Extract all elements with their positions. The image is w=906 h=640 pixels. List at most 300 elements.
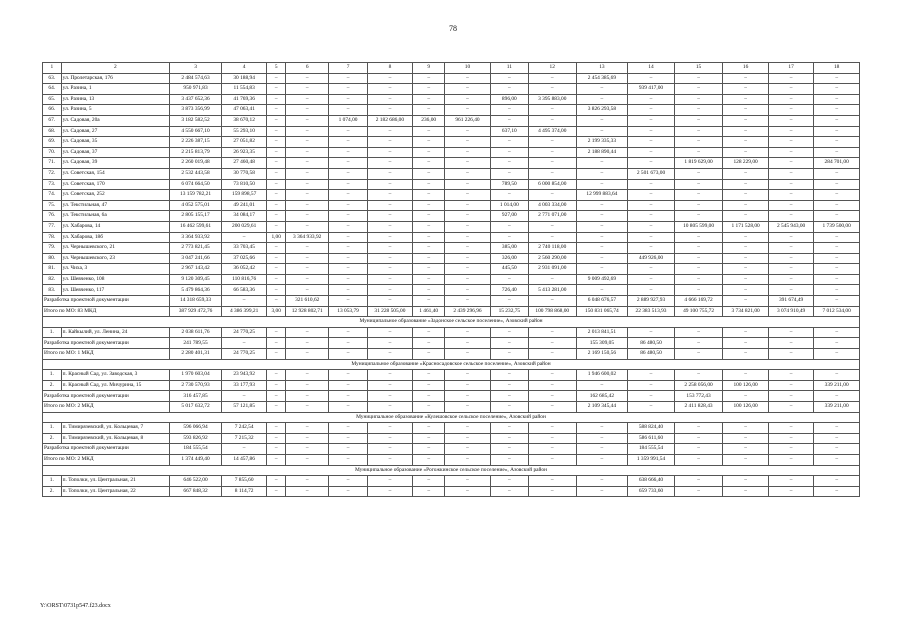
summary-row	[43, 338, 860, 349]
section-heading: Муниципальное образование «Задонское сельское поселение», Азовский район	[43, 317, 860, 328]
row-number: 1.	[43, 327, 62, 338]
table-cell: –	[413, 454, 445, 465]
column-header: 1	[43, 63, 62, 74]
row-number: 79.	[43, 243, 62, 254]
table-cell: –	[413, 349, 445, 360]
table-cell: –	[267, 327, 286, 338]
column-header: 4	[221, 63, 267, 74]
table-cell: –	[674, 444, 723, 455]
table-cell: –	[768, 243, 814, 254]
table-cell: –	[367, 243, 413, 254]
table-row	[43, 73, 860, 84]
row-number: 71.	[43, 158, 62, 169]
table-cell: 2 038 611,76	[170, 327, 222, 338]
table-cell: –	[329, 296, 367, 307]
table-cell: 22 383 513,93	[628, 306, 675, 317]
table-cell: 339 211,00	[814, 380, 860, 391]
table-cell: –	[814, 168, 860, 179]
table-cell: 3 826 293,58	[576, 105, 628, 116]
table-cell: –	[628, 115, 675, 126]
table-cell: –	[413, 402, 445, 413]
row-number: 2.	[43, 380, 62, 391]
table-cell: –	[413, 84, 445, 95]
file-path-footer: Y:\ORST\0731p547.f23.docx	[40, 603, 111, 609]
table-cell: –	[814, 454, 860, 465]
table-cell: –	[628, 327, 675, 338]
table-cell: 2 188 890,44	[576, 147, 628, 158]
table-row	[43, 264, 860, 275]
table-cell: –	[367, 190, 413, 201]
table-cell: –	[674, 253, 723, 264]
table-cell: –	[267, 476, 286, 487]
table-cell: 2 280 401,31	[170, 349, 222, 360]
table-cell: –	[267, 338, 286, 349]
address-cell: ул. Садовая, 35	[61, 137, 170, 148]
address-cell: ул. Садовая, 27	[61, 126, 170, 137]
table-cell: 24 770,25	[221, 349, 267, 360]
table-cell: –	[576, 221, 628, 232]
table-cell: –	[814, 200, 860, 211]
table-cell: –	[528, 476, 576, 487]
table-cell: –	[286, 168, 329, 179]
summary-row	[43, 349, 860, 360]
table-cell: 2 560 290,00	[528, 253, 576, 264]
table-cell: 637,10	[490, 126, 528, 137]
table-cell: –	[329, 190, 367, 201]
table-cell: 284 701,00	[814, 158, 860, 169]
row-number: 1.	[43, 423, 62, 434]
table-cell: –	[723, 274, 769, 285]
table-row	[43, 380, 860, 391]
table-cell: 55 293,10	[221, 126, 267, 137]
table-cell: 667 848,32	[170, 486, 222, 497]
table-cell: –	[445, 370, 491, 381]
table-row	[43, 285, 860, 296]
table-cell: –	[576, 168, 628, 179]
table-cell: –	[490, 402, 528, 413]
table-cell: –	[267, 200, 286, 211]
table-cell: –	[445, 454, 491, 465]
row-number: 73.	[43, 179, 62, 190]
table-cell: 638 666,40	[628, 476, 675, 487]
address-cell: ул. Разина, 1	[61, 84, 170, 95]
table-cell: –	[490, 168, 528, 179]
table-cell: –	[445, 94, 491, 105]
table-cell: –	[413, 296, 445, 307]
table-cell: –	[768, 137, 814, 148]
data-table-wrapper	[42, 62, 860, 497]
row-number: 70.	[43, 147, 62, 158]
table-cell: –	[445, 391, 491, 402]
table-cell: –	[814, 115, 860, 126]
row-number: 68.	[43, 126, 62, 137]
table-cell: –	[286, 402, 329, 413]
table-cell: 184 555,54	[628, 444, 675, 455]
table-cell: 586 611,60	[628, 433, 675, 444]
table-cell: 2 730 570,93	[170, 380, 222, 391]
table-cell: 66 583,36	[221, 285, 267, 296]
address-cell: ул. Шевченко, 117	[61, 285, 170, 296]
table-cell: 30 770,58	[221, 168, 267, 179]
table-cell: 2 740 118,00	[528, 243, 576, 254]
table-cell: –	[445, 349, 491, 360]
table-cell: –	[329, 454, 367, 465]
table-cell: –	[814, 296, 860, 307]
table-cell: –	[286, 158, 329, 169]
table-cell: –	[768, 84, 814, 95]
table-cell: –	[768, 264, 814, 275]
table-cell: –	[528, 349, 576, 360]
table-cell: –	[723, 126, 769, 137]
table-cell: –	[628, 370, 675, 381]
table-row	[43, 433, 860, 444]
table-cell: 36 052,42	[221, 264, 267, 275]
table-cell: –	[413, 94, 445, 105]
table-cell: –	[286, 211, 329, 222]
table-cell: –	[490, 444, 528, 455]
table-cell: –	[528, 454, 576, 465]
table-cell: –	[674, 285, 723, 296]
table-cell: 14 457,86	[221, 454, 267, 465]
table-cell: –	[814, 391, 860, 402]
table-cell: –	[814, 94, 860, 105]
table-cell: 445,50	[490, 264, 528, 275]
table-cell: –	[490, 221, 528, 232]
table-cell: –	[628, 391, 675, 402]
page-number: 78	[449, 24, 457, 33]
address-cell: п. Красный Сад, ул. Мичурина, 15	[61, 380, 170, 391]
table-cell: 10 805 599,00	[674, 221, 723, 232]
table-cell: –	[267, 126, 286, 137]
table-cell: –	[367, 338, 413, 349]
table-cell: –	[768, 190, 814, 201]
table-cell: –	[528, 168, 576, 179]
table-row	[43, 179, 860, 190]
table-cell: –	[329, 84, 367, 95]
table-cell: –	[768, 168, 814, 179]
table-row	[43, 243, 860, 254]
table-cell: –	[674, 168, 723, 179]
table-cell: –	[413, 253, 445, 264]
table-cell: –	[329, 126, 367, 137]
summary-label: Итого по МО: 2 МКД	[43, 402, 170, 413]
table-cell: –	[445, 232, 491, 243]
address-cell: ул. Шевченко, 108	[61, 274, 170, 285]
row-number: 69.	[43, 137, 62, 148]
data-table	[42, 62, 860, 497]
row-number: 75.	[43, 200, 62, 211]
table-cell: –	[490, 370, 528, 381]
column-header: 7	[329, 63, 367, 74]
table-row	[43, 158, 860, 169]
table-cell: –	[329, 94, 367, 105]
table-cell: –	[445, 444, 491, 455]
table-cell: –	[221, 296, 267, 307]
table-cell: –	[286, 221, 329, 232]
summary-label: Итого по МО: 1 МКД	[43, 349, 170, 360]
table-cell: 47 063,41	[221, 105, 267, 116]
table-cell: –	[528, 391, 576, 402]
table-cell: 162 685,42	[576, 391, 628, 402]
table-cell: –	[628, 211, 675, 222]
table-cell: 2 411 828,43	[674, 402, 723, 413]
table-cell: –	[768, 338, 814, 349]
table-cell: –	[286, 423, 329, 434]
table-cell: –	[628, 73, 675, 84]
table-cell: –	[329, 444, 367, 455]
column-header: 8	[367, 63, 413, 74]
table-cell: –	[445, 211, 491, 222]
table-cell: 14 318 659,33	[170, 296, 222, 307]
table-cell: –	[329, 137, 367, 148]
table-cell: –	[267, 380, 286, 391]
table-cell: –	[445, 179, 491, 190]
table-cell: –	[528, 370, 576, 381]
address-cell: п. Кайкылий, ул. Ленина, 24	[61, 327, 170, 338]
table-cell: 6 000 854,00	[528, 179, 576, 190]
table-cell: –	[674, 486, 723, 497]
table-row	[43, 274, 860, 285]
address-cell: ул. Советская, 154	[61, 168, 170, 179]
table-cell: –	[768, 423, 814, 434]
table-header-row	[43, 63, 860, 74]
row-number: 77.	[43, 221, 62, 232]
row-number: 67.	[43, 115, 62, 126]
summary-label: Разработка проектной документации	[43, 391, 170, 402]
table-cell: –	[576, 285, 628, 296]
table-cell: 15 232,75	[490, 306, 528, 317]
table-cell: –	[329, 380, 367, 391]
table-cell: –	[413, 147, 445, 158]
table-cell: –	[221, 444, 267, 455]
table-cell: –	[221, 338, 267, 349]
table-cell: –	[267, 73, 286, 84]
table-cell: –	[445, 126, 491, 137]
address-cell: ул. Советская, 170	[61, 179, 170, 190]
table-cell: –	[723, 253, 769, 264]
table-cell: –	[367, 168, 413, 179]
table-cell: –	[628, 137, 675, 148]
table-cell: –	[528, 232, 576, 243]
table-cell: –	[490, 486, 528, 497]
table-cell: –	[367, 158, 413, 169]
row-number: 1.	[43, 370, 62, 381]
table-cell: –	[490, 274, 528, 285]
table-cell: –	[221, 391, 267, 402]
table-cell: 4 666 169,72	[674, 296, 723, 307]
table-cell: 241 789,55	[170, 338, 222, 349]
table-cell: 1 359 991,54	[628, 454, 675, 465]
table-cell: –	[490, 433, 528, 444]
table-cell: –	[768, 115, 814, 126]
table-cell: –	[814, 327, 860, 338]
table-cell: –	[628, 126, 675, 137]
table-cell: –	[329, 391, 367, 402]
table-cell: 1 171 528,00	[723, 221, 769, 232]
table-cell: –	[367, 147, 413, 158]
table-row	[43, 486, 860, 497]
table-cell: –	[445, 253, 491, 264]
table-cell: –	[576, 243, 628, 254]
table-cell: –	[267, 158, 286, 169]
address-cell: ул. Текстильная, 47	[61, 200, 170, 211]
table-cell: –	[674, 94, 723, 105]
table-cell: –	[367, 370, 413, 381]
table-cell: –	[768, 274, 814, 285]
table-cell: –	[674, 200, 723, 211]
address-cell: ул. Разина, 5	[61, 105, 170, 116]
table-cell: 33 177,93	[221, 380, 267, 391]
table-cell: –	[413, 444, 445, 455]
table-cell: –	[267, 433, 286, 444]
table-cell: 1 014,00	[490, 200, 528, 211]
table-cell: –	[329, 433, 367, 444]
table-cell: –	[267, 84, 286, 95]
table-cell: –	[286, 264, 329, 275]
table-row	[43, 423, 860, 434]
table-body	[43, 63, 860, 497]
table-cell: –	[674, 370, 723, 381]
table-cell: –	[413, 338, 445, 349]
table-row	[43, 147, 860, 158]
table-cell: –	[367, 94, 413, 105]
table-cell: –	[286, 391, 329, 402]
table-cell: –	[490, 296, 528, 307]
table-cell: –	[768, 232, 814, 243]
table-cell: –	[329, 264, 367, 275]
table-cell: –	[723, 486, 769, 497]
table-cell: –	[445, 380, 491, 391]
table-cell: 34 084,17	[221, 211, 267, 222]
table-cell: –	[413, 380, 445, 391]
table-cell: –	[267, 253, 286, 264]
table-cell: 1 461,40	[413, 306, 445, 317]
table-cell: –	[490, 338, 528, 349]
table-cell: 449 926,00	[628, 253, 675, 264]
section-heading: Муниципальное образование «Рогожкинское сельское поселение», Азовский район	[43, 465, 860, 476]
table-cell: 3 873 356,99	[170, 105, 222, 116]
table-cell: –	[528, 190, 576, 201]
table-cell: 391 674,49	[768, 296, 814, 307]
table-cell: –	[768, 253, 814, 264]
table-cell: 2 454 385,69	[576, 73, 628, 84]
table-cell: –	[367, 126, 413, 137]
table-cell: –	[768, 380, 814, 391]
table-cell: –	[814, 423, 860, 434]
table-cell: –	[528, 274, 576, 285]
table-cell: 4 052 575,01	[170, 200, 222, 211]
table-cell: 321 610,62	[286, 296, 329, 307]
table-cell: 4 550 667,10	[170, 126, 222, 137]
table-row	[43, 126, 860, 137]
table-cell: –	[286, 73, 329, 84]
table-cell: –	[286, 126, 329, 137]
table-cell: –	[490, 73, 528, 84]
table-cell: –	[723, 211, 769, 222]
table-cell: –	[814, 338, 860, 349]
table-cell: –	[329, 327, 367, 338]
table-cell: –	[267, 105, 286, 116]
table-cell: –	[768, 147, 814, 158]
table-cell: –	[445, 137, 491, 148]
table-cell: 2 532 443,58	[170, 168, 222, 179]
table-cell: –	[413, 486, 445, 497]
table-cell: –	[367, 137, 413, 148]
table-cell: 659 733,60	[628, 486, 675, 497]
table-cell: 100 126,00	[723, 380, 769, 391]
table-cell: –	[814, 444, 860, 455]
table-cell: –	[445, 84, 491, 95]
table-cell: –	[814, 486, 860, 497]
table-cell: –	[445, 168, 491, 179]
table-cell: –	[490, 349, 528, 360]
table-cell: –	[723, 391, 769, 402]
table-cell: –	[528, 73, 576, 84]
table-cell: 23 943,92	[221, 370, 267, 381]
table-cell: 7 215,32	[221, 433, 267, 444]
table-cell: –	[367, 274, 413, 285]
table-cell: –	[674, 423, 723, 434]
table-cell: 13 053,79	[329, 306, 367, 317]
row-number: 72.	[43, 168, 62, 179]
table-cell: –	[814, 84, 860, 95]
table-cell: –	[814, 370, 860, 381]
table-cell: 5 479 864,36	[170, 285, 222, 296]
table-cell: 100 126,00	[723, 402, 769, 413]
table-cell: –	[445, 105, 491, 116]
table-cell: –	[814, 349, 860, 360]
table-cell: –	[413, 232, 445, 243]
table-cell: –	[723, 73, 769, 84]
column-header: 2	[61, 63, 170, 74]
table-cell: –	[528, 433, 576, 444]
table-cell: 86 480,50	[628, 349, 675, 360]
table-cell: –	[445, 423, 491, 434]
table-cell: –	[367, 296, 413, 307]
table-row	[43, 211, 860, 222]
table-cell: 2 215 813,79	[170, 147, 222, 158]
table-cell: –	[267, 211, 286, 222]
table-cell: –	[723, 84, 769, 95]
table-cell: –	[329, 243, 367, 254]
table-cell: –	[768, 391, 814, 402]
table-cell: 4 495 374,00	[528, 126, 576, 137]
table-cell: –	[814, 73, 860, 84]
table-cell: –	[768, 402, 814, 413]
address-cell: ул. Садовая, 39	[61, 158, 170, 169]
row-number: 66.	[43, 105, 62, 116]
table-cell: –	[413, 391, 445, 402]
table-cell: –	[674, 338, 723, 349]
table-cell: 86 480,50	[628, 338, 675, 349]
table-cell: –	[413, 211, 445, 222]
table-cell: –	[528, 221, 576, 232]
table-cell: 236,00	[413, 115, 445, 126]
table-cell: –	[445, 402, 491, 413]
address-cell: ул. Хабарова, 18б	[61, 232, 170, 243]
table-cell: –	[674, 126, 723, 137]
table-cell: –	[768, 486, 814, 497]
section-heading-row	[43, 465, 860, 476]
summary-row	[43, 296, 860, 307]
table-cell: –	[628, 264, 675, 275]
table-cell: 73 810,50	[221, 179, 267, 190]
table-cell: –	[674, 84, 723, 95]
section-heading-row	[43, 359, 860, 370]
table-cell: –	[445, 327, 491, 338]
column-header: 12	[528, 63, 576, 74]
table-cell: –	[267, 285, 286, 296]
